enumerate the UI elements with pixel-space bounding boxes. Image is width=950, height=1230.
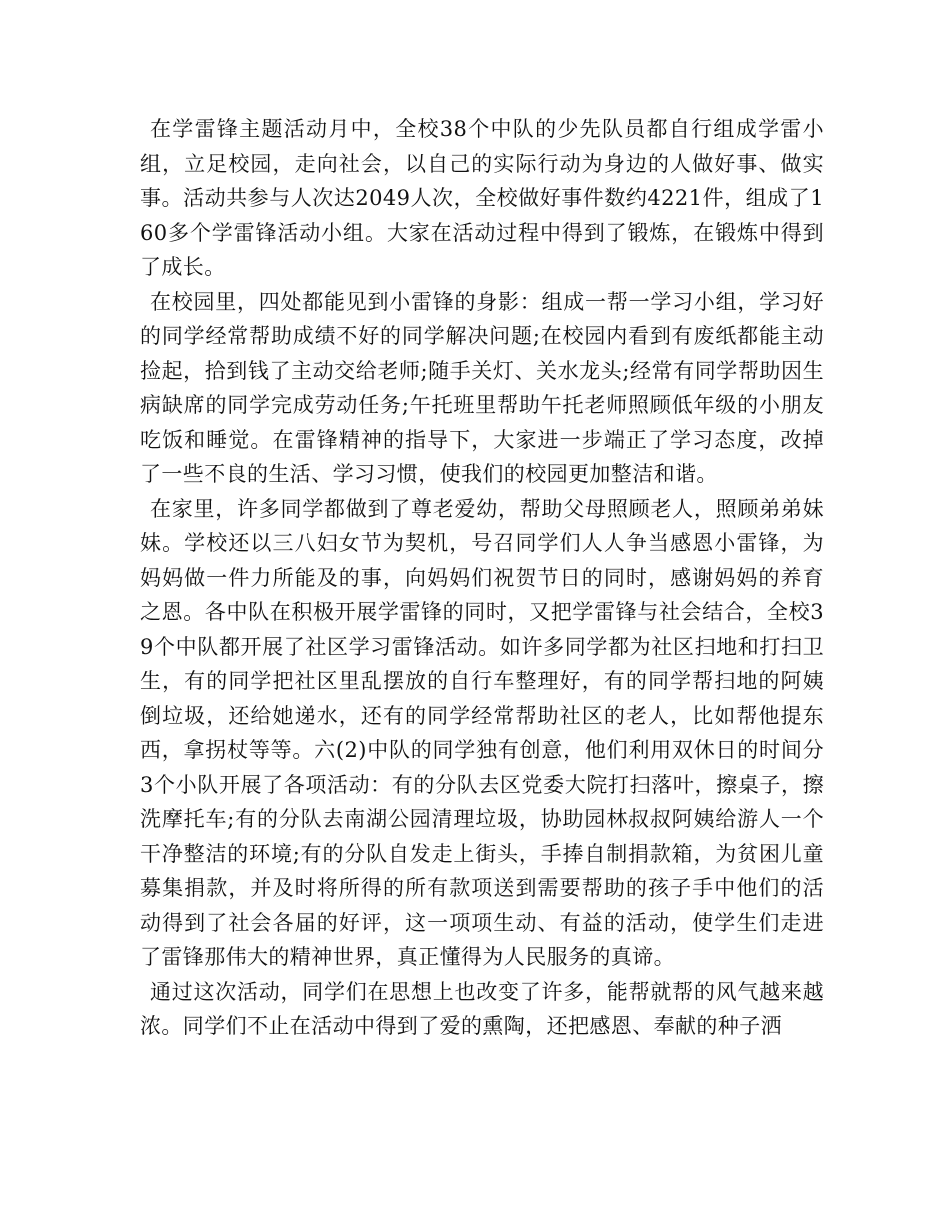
paragraph-3: 在家里，许多同学都做到了尊老爱幼，帮助父母照顾老人，照顾弟弟妹妹。学校还以三八妇女节为契机，号召同学们人人争当感恩小雷锋，为妈妈做一件力所能及的事，向妈妈们祝贺节日的同时，感谢妈妈的养育之恩。各中队在积极开展学雷锋的同时，又把学雷锋与社会结合，全校39个中队都开展了社区学习雷锋活动。如许多同学都为社区扫地和打扫卫生，有的同学把社区里乱摆放的自行车整理好，有的同学帮扫地的阿姨倒垃圾，还给她递水，还有的同学经常帮助社区的老人，比如帮他提东西，拿拐杖等等。六(2)中队的同学独有创意，他们利用双休日的时间分3个小队开展了各项活动：有的分队去区党委大院打扫落叶，擦桌子，擦洗摩托车;有的分队去南湖公园清理垃圾，协助园林叔叔阿姨给游人一个干净整洁的环境;有的分队自发走上街头，手捧自制捐款箱，为贫困儿童募集捐款，并及时将所得的所有款项送到需要帮助的孩子手中他们的活动得到了社会各届的好评，这一项项生动、有益的活动，使学生们走进了雷锋那伟大的精神世界，真正懂得为人民服务的真谛。 [140, 496, 824, 969]
paragraph-1: 在学雷锋主题活动月中，全校38个中队的少先队员都自行组成学雷小组，立足校园，走向社会，以自己的实际行动为身边的人做好事、做实事。活动共参与人次达2049人次，全校做好事件数约4221件，组成了160多个学雷锋活动小组。大家在活动过程中得到了锻炼，在锻炼中得到了成长。 [140, 117, 824, 279]
paragraph-4: 通过这次活动，同学们在思想上也改变了许多，能帮就帮的风气越来越浓。同学们不止在活动中得到了爱的熏陶，还把感恩、奉献的种子洒 [140, 979, 824, 1038]
document-page [140, 112, 824, 1192]
paragraph-2: 在校园里，四处都能见到小雷锋的身影：组成一帮一学习小组，学习好的同学经常帮助成绩不好的同学解决问题;在校园内看到有废纸都能主动捡起，拾到钱了主动交给老师;随手关灯、关水龙头;经常有同学帮助因生病缺席的同学完成劳动任务;午托班里帮助午托老师照顾低年级的小朋友吃饭和睡觉。在雷锋精神的指导下，大家进一步端正了学习态度，改掉了一些不良的生活、学习习惯，使我们的校园更加整洁和谐。 [140, 289, 824, 486]
